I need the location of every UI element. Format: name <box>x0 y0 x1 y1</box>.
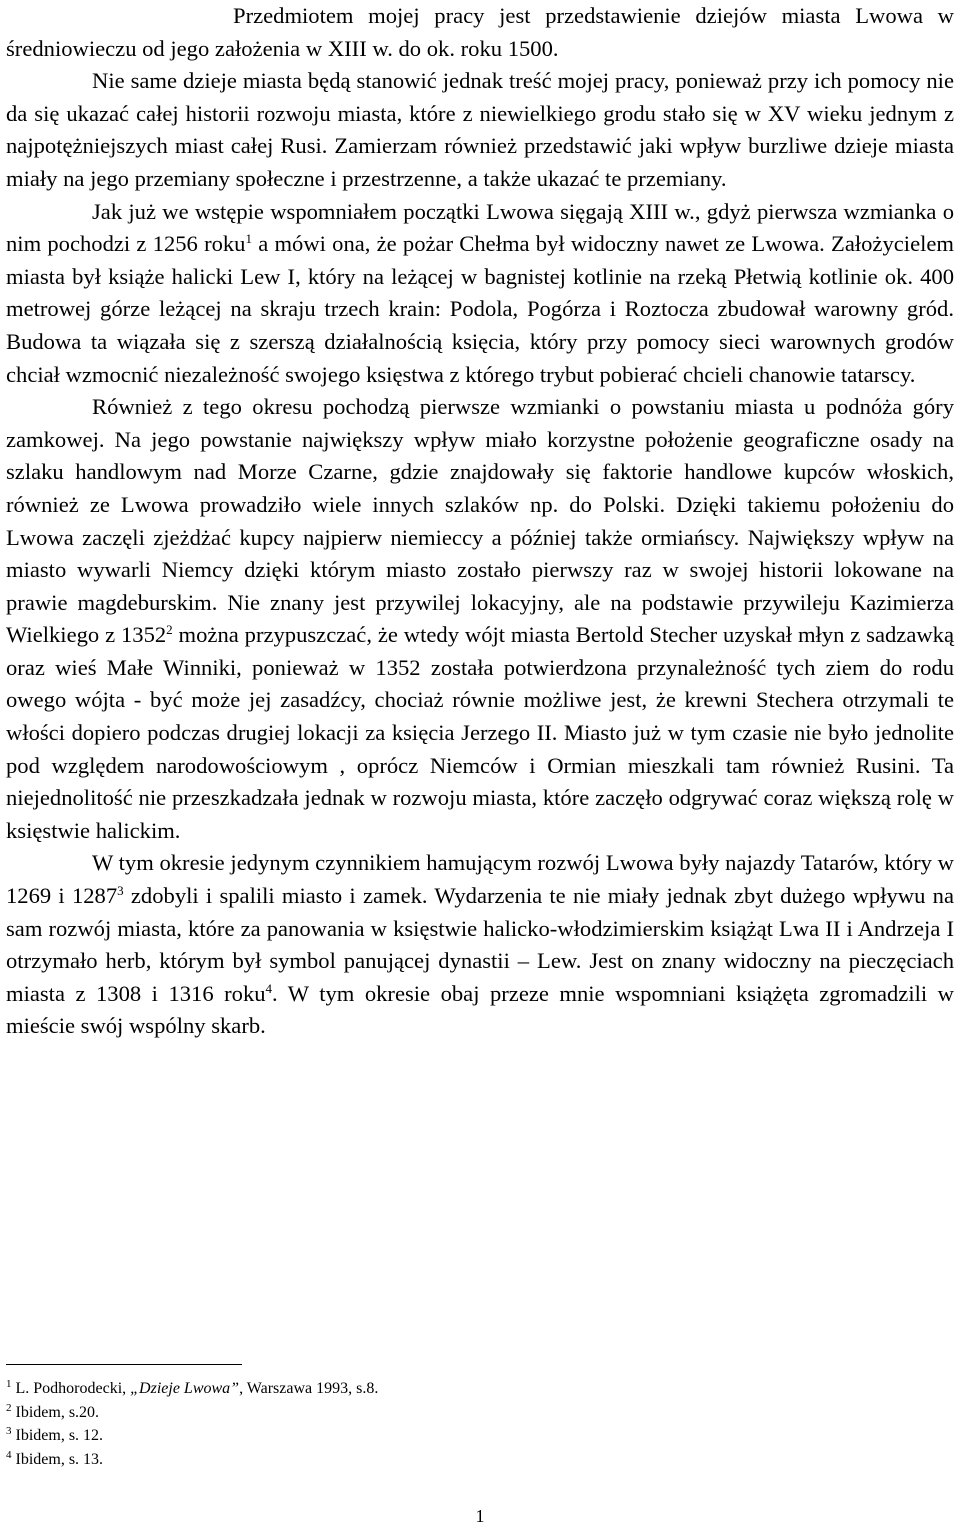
paragraph-town-founding <box>6 391 954 847</box>
footnote-1 <box>6 1377 954 1401</box>
page-number: 1 <box>475 1506 485 1526</box>
footnote-ref-3[interactable]: 3 <box>117 883 124 899</box>
footnote-mark: 1 <box>6 1378 12 1390</box>
footnotes-section <box>6 1364 954 1471</box>
paragraph-origins <box>6 196 954 392</box>
footnote-2 <box>6 1401 954 1425</box>
footnote-separator <box>6 1364 242 1365</box>
footnote-4 <box>6 1448 954 1472</box>
paragraph-text: a mówi ona, że pożar Chełma był widoczny nawet ze Lwowa. Założycielem miasta był książe halicki Lew I, który na leżącej w bagnistej kotlinie na rzeką Płetwią kotlinie ok. 400 metrowej górze leżącej na skraju trzech krain: Podola, Pogórza i Roztocza zbudował warowny gród. Budowa ta wiązała się z szerszą działalnością księcia, który przy pomocy sieci warownych grodów chciał wzmocnić niezależność swojego księstwa z którego trybut pobierać chcieli chanowie tatarscy. <box>6 231 954 387</box>
body-text <box>6 0 954 1043</box>
footnote-text: Ibidem, s. 13. <box>11 1450 104 1468</box>
footnote-text: Ibidem, s. 12. <box>11 1427 104 1444</box>
footnote-mark: 3 <box>6 1425 12 1437</box>
footnote-ref-2[interactable]: 2 <box>166 622 173 638</box>
footnote-mark: 4 <box>6 1448 12 1461</box>
paragraph-text: . W tym okresie obaj przeze mnie wspomniani książęta zgromadzili w mieście swój wspólny skarb. <box>6 980 954 1039</box>
footnote-ref-4[interactable]: 4 <box>265 980 273 996</box>
footnote-ref-1[interactable]: 1 <box>245 231 252 247</box>
paragraph-tatar-raids <box>6 847 954 1043</box>
paragraph-text: można przypuszczać, że wtedy wójt miasta Bertold Stecher uzyskał młyn z sadzawką oraz wieś Małe Winniki, ponieważ w 1352 została potwierdzona przynależność tych ziem do rodu owego wójta - być może jej zasadźcy, chociaż równie możliwe jest, że krewni Stechera otrzymali te włości dopiero podczas drugiej lokacji za księcia Jerzego II. Miasto już w tym czasie nie było jednolite pod względem narodowościowym , oprócz Niemców i Ormian mieszkali tam również Rusini. Ta niejednolitość nie przeszkadzała jednak w rozwoju miasta, które zaczęło odgrywać coraz większą rolę w księstwie halickim. <box>6 622 954 843</box>
footnote-3 <box>6 1424 954 1448</box>
paragraph-text: Jak już we wstępie wspomniałem początki Lwowa sięgają XIII w., gdyż pierwsza wzmianka o nim pochodzi z 1256 roku <box>6 198 954 257</box>
footnote-text: Ibidem, s.20. <box>11 1403 100 1421</box>
footnote-text: L. Podhorodecki, <box>11 1380 131 1397</box>
paragraph-text: Również z tego okresu pochodzą pierwsze wzmianki o powstaniu miasta u podnóża góry zamkowej. Na jego powstanie największy wpływ miało korzystne położenie geograficzne osady na szlaku handlowym nad Morze Czarne, gdzie znajdowały się faktorie handlowe kupców włoskich, również ze Lwowa prowadziło wiele innych szlaków np. do Polski. Dzięki takiemu położeniu do Lwowa zaczęli zjeżdżać kupcy najpierw niemieccy a później także ormiańscy. Największy wpływ na miasto wywarli Niemcy dzięki którym miasto zostało pierwszy raz w swojej historii lokowane na prawie magdeburskim. Nie znany jest przywilej lokacyjny, ale na podstawie przywileju Kazimierza Wielkiego z 1352 <box>6 394 954 648</box>
footnote-mark: 2 <box>6 1401 12 1414</box>
paragraph-text: W tym okresie jedynym czynnikiem hamującym rozwój Lwowa były najazdy Tatarów, który w 1269 i 1287 <box>6 850 954 909</box>
paragraph-text: zdobyli i spalili miasto i zamek. Wydarzenia te nie miały jednak zbyt dużego wpływu na sam rozwój miasta, które za panowania w księstwie halicko-włodzimierskim książąt Lwa II i Andrzeja I otrzymało herb, którym był symbol panującej dynastii – Lew. Jest on znany widoczny na pieczęciach miasta z 1308 i 1316 roku <box>6 883 954 1006</box>
paragraph-intro: Przedmiotem mojej pracy jest przedstawienie dziejów miasta Lwowa w średniowieczu od jego założenia w XIII w. do ok. roku 1500. <box>6 3 954 61</box>
footnote-text: , Warszawa 1993, s.8. <box>239 1380 379 1397</box>
footnote-book-title: „Dzieje Lwowa” <box>130 1380 240 1397</box>
paragraph-scope: Nie same dzieje miasta będą stanowić jednak treść mojej pracy, ponieważ przy ich pomocy nie da się ukazać całej historii rozwoju miasta, które z niewielkiego grodu stało się w XV wieku jednym z najpotężniejszych miast całej Rusi. Zamierzam również przedstawić jaki wpływ burzliwe dzieje miasta miały na jego przemiany społeczne i przestrzenne, a także ukazać te przemiany. <box>6 68 954 191</box>
document-page <box>6 0 954 1537</box>
